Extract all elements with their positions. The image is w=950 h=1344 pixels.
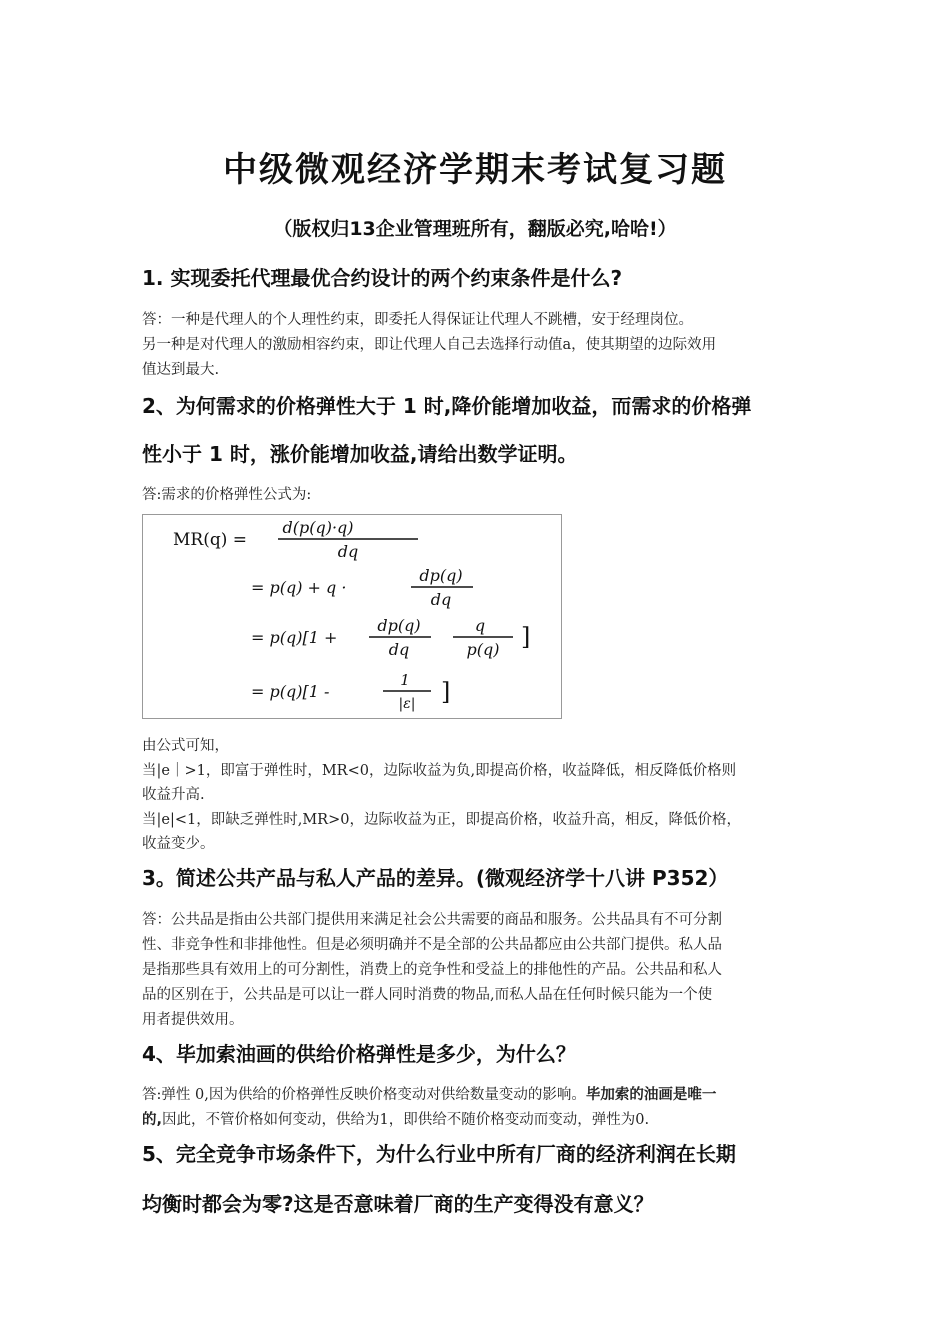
answer-2-line: 当|e|<1，即缺乏弹性时,MR>0，边际收益为正，即提高价格，收益升高，相反，降低价格， <box>142 812 741 828</box>
answer-4-emphasis: 的, <box>142 1112 163 1128</box>
answer-2-intro: 答:需求的价格弹性公式为: <box>142 487 312 503</box>
formula-line3-bracket: ] <box>521 623 531 651</box>
question-2-heading-line1: 2、为何需求的价格弹性大于 1 时,降价能增加收益，而需求的价格弹 <box>142 394 752 418</box>
formula-line4-numerator: 1 <box>400 671 410 689</box>
formula-line1-denominator: dq <box>337 542 359 561</box>
question-3-heading: 3。简述公共产品与私人产品的差异。(微观经济学十八讲 P352） <box>142 866 729 890</box>
formula-line3-numerator-1: dp(q) <box>377 616 421 635</box>
formula-line3-numerator-2: q <box>474 616 486 635</box>
question-4-heading: 4、毕加索油画的供给价格弹性是多少，为什么？ <box>142 1042 576 1066</box>
question-5-heading-line2: 均衡时都会为零?这是否意味着厂商的生产变得没有意义？ <box>142 1192 654 1216</box>
answer-4-line1 <box>142 1083 716 1104</box>
answer-2-line: 收益变少。 <box>142 836 215 852</box>
formula-line2-denominator: dq <box>430 590 452 609</box>
answer-2-line: 收益升高. <box>142 787 205 803</box>
question-2-heading-line2: 性小于 1 时，涨价能增加收益,请给出数学证明。 <box>142 442 578 466</box>
answer-2-line: 由公式可知， <box>142 738 229 754</box>
answer-1-line: 答：一种是代理人的个人理性约束，即委托人得保证让代理人不跳槽，安于经理岗位。 <box>142 312 693 328</box>
question-5-heading-line1: 5、完全竞争市场条件下，为什么行业中所有厂商的经济利润在长期 <box>142 1142 736 1166</box>
answer-3-line: 是指那些具有效用上的可分割性，消费上的竞争性和受益上的排他性的产品。公共品和私人 <box>142 962 722 978</box>
page-title: 中级微观经济学期末考试复习题 <box>223 150 727 190</box>
answer-4-emphasis: 毕加索的油画是唯一 <box>585 1087 717 1103</box>
answer-1-line: 值达到最大. <box>142 362 220 378</box>
answer-3-line: 答：公共品是指由公共部门提供用来满足社会公共需要的商品和服务。公共品具有不可分割 <box>142 912 722 928</box>
formula-line4-denominator: |ε| <box>398 696 416 712</box>
answer-1-line: 另一种是对代理人的激励相容约束，即让代理人自己去选择行动值a，使其期望的边际效用 <box>142 337 717 353</box>
answer-4-text: 因此，不管价格如何变动，供给为1，即供给不随价格变动而变动，弹性为0. <box>162 1112 650 1128</box>
formula-line4: = p(q)[1 - <box>251 682 330 701</box>
page-subtitle: （版权归13企业管理班所有，翻版必究,哈哈!） <box>273 218 677 240</box>
formula-line2-numerator: dp(q) <box>419 566 463 585</box>
formula-line4-bracket: ] <box>441 678 451 706</box>
formula-line3-denominator-1: dq <box>388 640 410 659</box>
formula-line2: = p(q) + q · <box>251 578 347 597</box>
answer-2-line: 当|e｜>1，即富于弹性时，MR<0，边际收益为负,即提高价格，收益降低，相反降低价格则 <box>142 763 737 779</box>
marginal-revenue-formula-image <box>142 514 562 719</box>
answer-3-line: 性、非竞争性和非排他性。但是必须明确并不是全部的公共品都应由公共部门提供。私人品 <box>142 937 722 953</box>
answer-3-line: 用者提供效用。 <box>142 1012 244 1028</box>
answer-4-text: 答:弹性 0,因为供给的价格弹性反映价格变动对供给数量变动的影响。 <box>142 1087 586 1103</box>
formula-lhs: MR(q) = <box>173 530 248 550</box>
answer-4-line2 <box>142 1108 649 1129</box>
answer-3-line: 品的区别在于，公共品是可以让一群人同时消费的物品,而私人品在任何时候只能为一个使 <box>142 987 713 1003</box>
formula-line1-numerator: d(p(q)·q) <box>282 518 354 537</box>
formula-line3: = p(q)[1 + <box>251 628 338 647</box>
question-1-heading: 1. 实现委托代理最优合约设计的两个约束条件是什么? <box>142 266 623 290</box>
formula-line3-denominator-2: p(q) <box>466 640 500 659</box>
